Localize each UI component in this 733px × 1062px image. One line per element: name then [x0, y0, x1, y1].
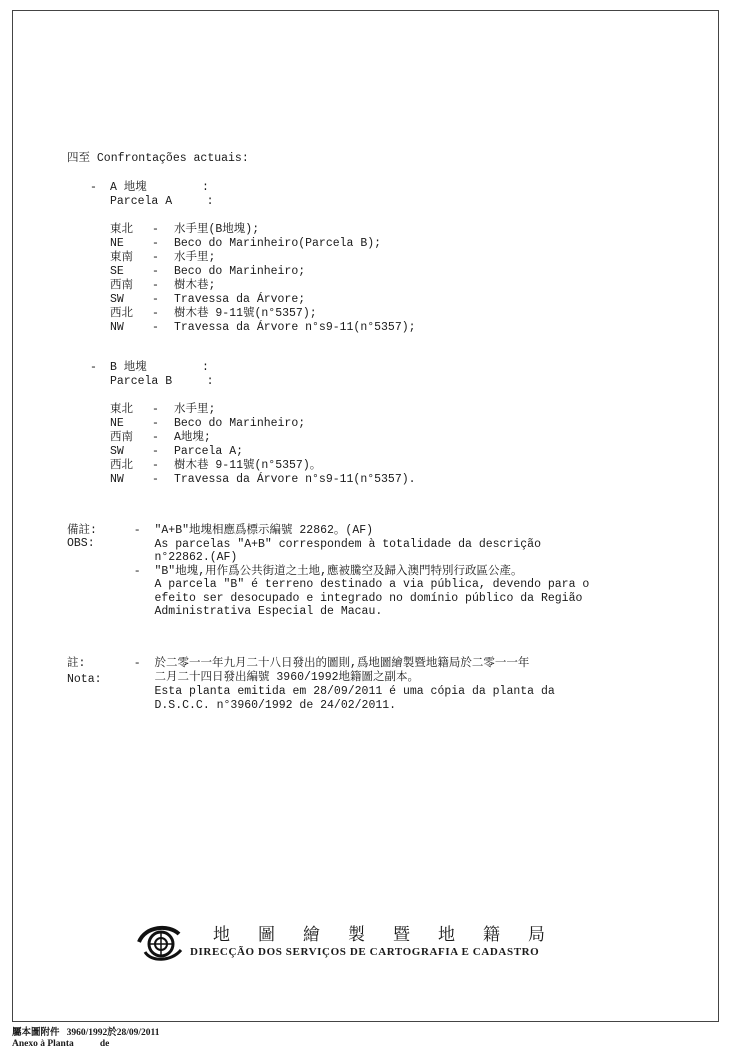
parcel-b-label-pt: Parcela B :	[110, 375, 214, 388]
parcel-b-label-cn: B 地塊 :	[110, 361, 209, 374]
confrontation-text: Travessa da Árvore;	[174, 293, 306, 306]
direction-label: 西南	[110, 431, 133, 444]
logo-portuguese-name: DIRECÇÃO DOS SERVIÇOS DE CARTOGRAFIA E CADASTRO	[190, 946, 540, 958]
parcel-a-label-cn: A 地塊 :	[110, 181, 209, 194]
parcel-a-row	[110, 266, 305, 278]
confrontation-text: 樹木巷 9-11號(n°5357);	[174, 307, 317, 320]
parcel-a-row	[110, 322, 416, 334]
parcel-b-row	[110, 404, 215, 416]
obs-line: efeito ser desocupado e integrado no domínio público da Região	[120, 591, 583, 605]
nota-line: 二月二十四日發出編號 3960/1992地籍圖之副本。	[120, 671, 420, 684]
confrontation-text: Parcela A;	[174, 445, 244, 458]
parcel-b-row	[110, 432, 211, 444]
obs-line: Administrativa Especial de Macau.	[120, 605, 383, 618]
direction-label: NW	[110, 321, 124, 334]
parcel-a-row	[110, 238, 381, 250]
direction-label: 東南	[110, 251, 133, 264]
dscc-logo	[135, 920, 615, 970]
nota-label-cn: 註:	[67, 657, 86, 670]
footer-line-1: 屬本圖附件 3960/1992於28/09/2011	[12, 1028, 160, 1038]
row-dash: -	[152, 459, 159, 472]
confrontation-text: Beco do Marinheiro;	[174, 265, 306, 278]
row-dash: -	[152, 431, 159, 444]
footer-annex	[12, 1028, 160, 1050]
row-dash: -	[152, 473, 159, 486]
parcel-b-row	[110, 460, 321, 472]
row-dash: -	[152, 403, 159, 416]
obs-line: A parcela "B" é terreno destinado a via pública, devendo para o	[120, 578, 590, 591]
parcel-a-dash: -	[90, 181, 97, 194]
logo-chinese-name: 地圖繪製暨地籍局	[213, 925, 573, 945]
row-dash: -	[152, 279, 159, 292]
parcel-a-row	[110, 252, 215, 264]
row-dash: -	[152, 293, 159, 306]
confrontation-text: Beco do Marinheiro;	[174, 417, 306, 430]
obs-line: As parcelas "A+B" correspondem à totalidade da descrição	[120, 537, 541, 551]
obs-line: - "A+B"地塊相應爲標示編號 22862。(AF)	[120, 524, 374, 537]
confrontation-text: 樹木巷;	[174, 279, 216, 292]
confrontation-text: Travessa da Árvore n°s9-11(n°5357).	[174, 473, 416, 486]
row-dash: -	[152, 321, 159, 334]
parcel-a-row	[110, 294, 305, 306]
direction-label: SW	[110, 445, 124, 458]
footer-line-2: Anexo à Planta de	[12, 1039, 110, 1049]
parcel-b-row	[110, 418, 305, 430]
direction-label: 西北	[110, 459, 133, 472]
confrontation-text: Beco do Marinheiro(Parcela B);	[174, 237, 382, 250]
parcel-a-row	[110, 308, 317, 320]
confrontation-text: 水手里;	[174, 251, 216, 264]
row-dash: -	[152, 237, 159, 250]
row-dash: -	[152, 445, 159, 458]
parcel-b-row	[110, 446, 243, 458]
direction-label: NW	[110, 473, 124, 486]
direction-label: SW	[110, 293, 124, 306]
direction-label: SE	[110, 265, 124, 278]
parcel-a-row	[110, 280, 215, 292]
parcel-b-dash: -	[90, 361, 97, 374]
row-dash: -	[152, 307, 159, 320]
confrontation-text: 水手里(B地塊);	[174, 223, 260, 236]
confrontation-text: A地塊;	[174, 431, 211, 444]
direction-label: 西北	[110, 307, 133, 320]
nota-label-pt: Nota:	[67, 673, 102, 686]
row-dash: -	[152, 223, 159, 236]
confrontation-text: 樹木巷 9-11號(n°5357)。	[174, 459, 322, 472]
nota-line: D.S.C.C. n°3960/1992 de 24/02/2011.	[120, 699, 397, 712]
direction-label: 西南	[110, 279, 133, 292]
confrontation-text: 水手里;	[174, 403, 216, 416]
parcel-a-row	[110, 224, 259, 236]
dscc-emblem-icon	[135, 922, 185, 962]
nota-line: - 於二零一一年九月二十八日發出的圖則,爲地圖繪製暨地籍局於二零一一年	[120, 657, 530, 670]
row-dash: -	[152, 417, 159, 430]
obs-line: n°22862.(AF)	[120, 551, 238, 564]
confrontation-text: Travessa da Árvore n°s9-11(n°5357);	[174, 321, 416, 334]
direction-label: NE	[110, 417, 124, 430]
obs-label-cn: 備註:	[67, 524, 97, 537]
parcel-a-label-pt: Parcela A :	[110, 195, 214, 208]
direction-label: 東北	[110, 223, 133, 236]
section-title: 四至 Confrontações actuais:	[67, 152, 249, 165]
obs-line: - "B"地塊,用作爲公共街道之土地,應被騰空及歸入澳門特別行政區公產。	[120, 564, 523, 578]
nota-line: Esta planta emitida em 28/09/2011 é uma cópia da planta da	[120, 685, 555, 698]
obs-label-pt: OBS:	[67, 537, 95, 550]
parcel-b-row	[110, 474, 416, 486]
direction-label: NE	[110, 237, 124, 250]
row-dash: -	[152, 251, 159, 264]
row-dash: -	[152, 265, 159, 278]
direction-label: 東北	[110, 403, 133, 416]
